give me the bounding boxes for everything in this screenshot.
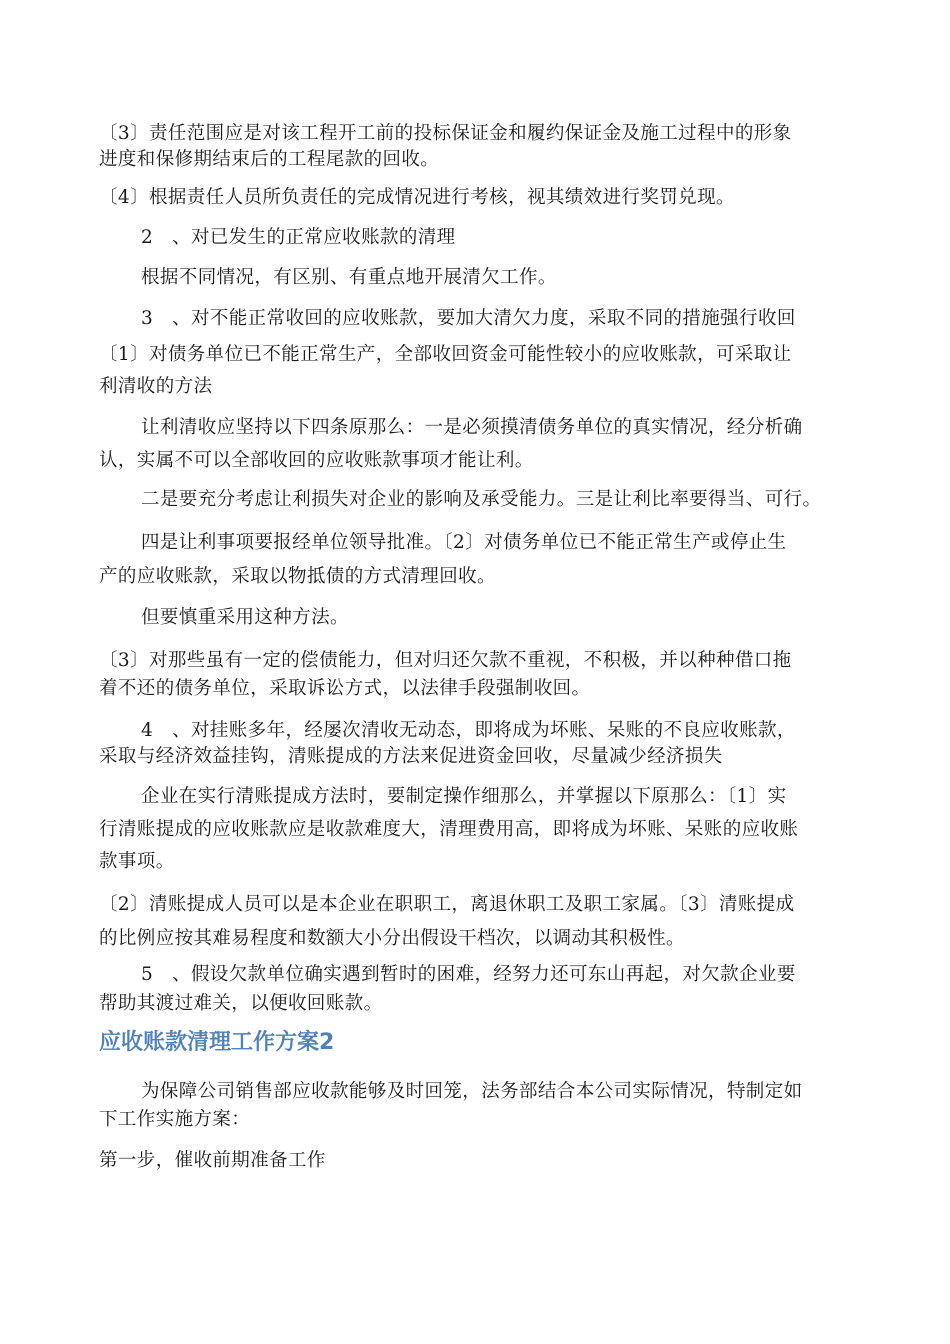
text-line: 的比例应按其难易程度和数额大小分出假设干档次，以调动其积极性。 xyxy=(99,928,685,949)
text-line: 利清收的方法 xyxy=(99,376,213,397)
text-line: 3 、对不能正常收回的应收账款，要加大清欠力度，采取不同的措施强行收回 xyxy=(141,308,796,329)
text-line: 二是要充分考虑让利损失对企业的影响及承受能力。三是让利比率要得当、可行。 xyxy=(141,489,822,510)
text-line: 〔3〕对那些虽有一定的偿债能力，但对归还欠款不重视，不积极，并以种种借口拖 xyxy=(99,650,792,671)
text-line: 但要慎重采用这种方法。 xyxy=(141,607,349,628)
text-line: 四是让利事项要报经单位领导批准。〔2〕对债务单位已不能正常生产或停止生 xyxy=(141,532,787,553)
text-line: 〔3〕责任范围应是对该工程开工前的投标保证金和履约保证金及施工过程中的形象 xyxy=(99,123,792,144)
text-line: 下工作实施方案： xyxy=(99,1109,251,1130)
text-line: 采取与经济效益挂钩，清账提成的方法来促进资金回收，尽量减少经济损失 xyxy=(99,746,723,767)
text-line: 帮助其渡过难关，以便收回账款。 xyxy=(99,993,383,1014)
text-line: 行清账提成的应收账款应是收款难度大，清理费用高，即将成为坏账、呆账的应收账 xyxy=(99,819,799,840)
text-line: 2 、对已发生的正常应收账款的清理 xyxy=(141,227,456,248)
section-heading: 应收账款清理工作方案2 xyxy=(99,1030,335,1055)
text-line: 第一步，催收前期准备工作 xyxy=(99,1150,326,1171)
text-line: 产的应收账款，采取以物抵债的方式清理回收。 xyxy=(99,566,496,587)
text-line: 〔1〕对债务单位已不能正常生产，全部收回资金可能性较小的应收账款，可采取让 xyxy=(99,344,792,365)
text-line: 着不还的债务单位，采取诉讼方式，以法律手段强制收回。 xyxy=(99,678,591,699)
text-line: 〔2〕清账提成人员可以是本企业在职职工，离退休职工及职工家属。〔3〕清账提成 xyxy=(99,894,795,915)
text-line: 为保障公司销售部应收款能够及时回笼，法务部结合本公司实际情况，特制定如 xyxy=(141,1081,803,1102)
text-line: 5 、假设欠款单位确实遇到暂时的困难，经努力还可东山再起，对欠款企业要 xyxy=(141,964,796,985)
text-line: 〔4〕根据责任人员所负责任的完成情况进行考核，视其绩效进行奖罚兑现。 xyxy=(99,187,735,208)
text-line: 进度和保修期结束后的工程尾款的回收。 xyxy=(99,149,440,170)
text-line: 企业在实行清账提成方法时，要制定操作细那么，并掌握以下原那么：〔1〕实 xyxy=(141,786,787,807)
text-line: 让利清收应坚持以下四条原那么：一是必须摸清债务单位的真实情况，经分析确 xyxy=(141,417,803,438)
text-line: 认，实属不可以全部收回的应收账款事项才能让利。 xyxy=(99,450,534,471)
text-line: 款事项。 xyxy=(99,851,175,872)
text-line: 4 、对挂账多年，经屡次清收无动态，即将成为坏账、呆账的不良应收账款， xyxy=(141,720,796,741)
text-line: 根据不同情况，有区别、有重点地开展清欠工作。 xyxy=(141,267,557,288)
